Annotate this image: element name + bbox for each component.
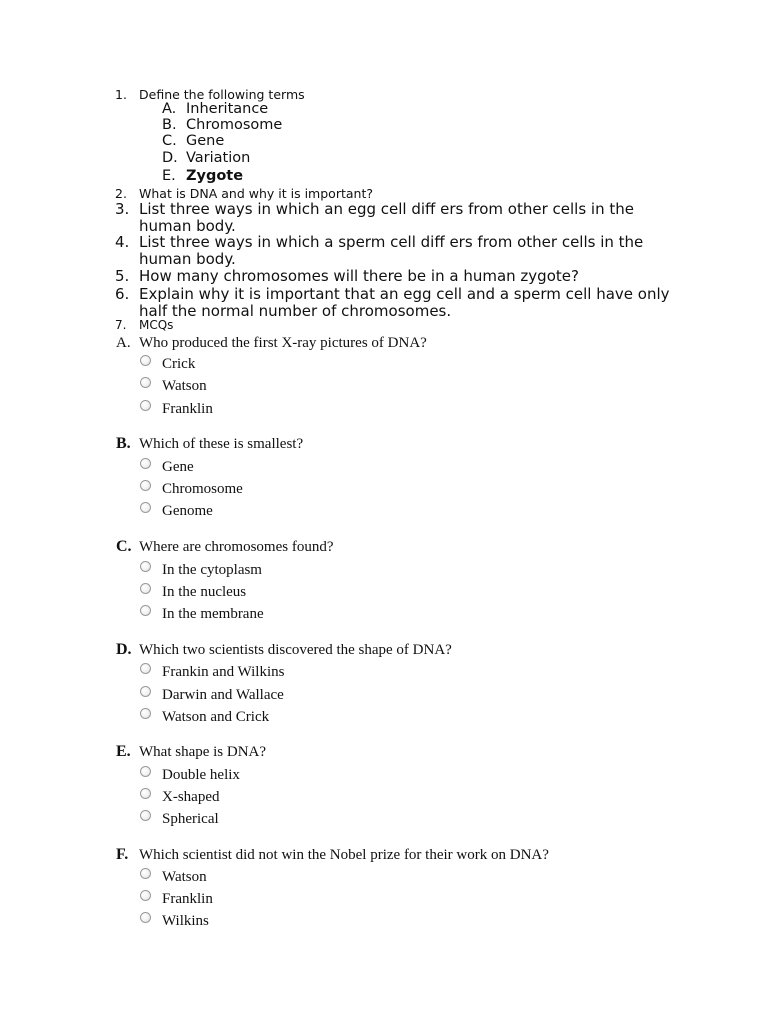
option-label: Darwin and Wallace <box>162 687 284 703</box>
option-label: Franklin <box>162 891 213 907</box>
question-number: 4. <box>115 233 130 251</box>
term-letter: B. <box>162 117 177 133</box>
mcq-text: What shape is DNA? <box>139 744 267 760</box>
question-number: 6. <box>115 285 130 303</box>
term-text: Variation <box>186 150 251 166</box>
radio-button[interactable] <box>140 480 151 491</box>
option-label: Genome <box>162 503 213 519</box>
mcq-letter: D. <box>116 641 132 658</box>
option-label: Wilkins <box>162 913 209 929</box>
radio-button[interactable] <box>140 912 151 923</box>
radio-button[interactable] <box>140 788 151 799</box>
mcq-text: Which scientist did not win the Nobel prize for their work on DNA? <box>139 847 549 863</box>
radio-button[interactable] <box>140 708 151 719</box>
term-item <box>162 150 250 166</box>
question-number: 7. <box>115 318 127 332</box>
radio-button[interactable] <box>140 663 151 674</box>
option-label: X-shaped <box>162 789 220 805</box>
term-letter: D. <box>162 150 178 166</box>
option-label: Watson <box>162 378 207 394</box>
option-label: Gene <box>162 459 194 475</box>
radio-button[interactable] <box>140 400 151 411</box>
question-text: MCQs <box>139 318 174 332</box>
option-label: Spherical <box>162 811 219 827</box>
radio-button[interactable] <box>140 502 151 513</box>
radio-button[interactable] <box>140 377 151 388</box>
option-label: Franklin <box>162 401 213 417</box>
radio-button[interactable] <box>140 583 151 594</box>
mcq-text: Which of these is smallest? <box>139 436 304 452</box>
term-item <box>162 133 224 149</box>
term-text: Gene <box>186 133 225 149</box>
option-label: Watson and Crick <box>162 709 270 725</box>
term-item <box>162 168 243 184</box>
option-label: In the membrane <box>162 606 264 622</box>
term-text: Inheritance <box>186 101 269 117</box>
term-letter: A. <box>162 101 177 117</box>
mcq-letter: A. <box>116 335 131 351</box>
question-number: 3. <box>115 200 130 218</box>
mcq-letter: E. <box>116 743 131 760</box>
radio-button[interactable] <box>140 766 151 777</box>
question-number: 1. <box>115 87 127 102</box>
term-letter: C. <box>162 133 177 149</box>
mcq-text: Where are chromosomes found? <box>139 539 334 555</box>
question-text: Explain why it is important that an egg cell and a sperm cell have only half the normal number of chromosomes. <box>139 285 670 320</box>
option-label: In the cytoplasm <box>162 562 262 578</box>
option-label: Double helix <box>162 767 240 783</box>
radio-button[interactable] <box>140 561 151 572</box>
radio-button[interactable] <box>140 458 151 469</box>
question-text: How many chromosomes will there be in a human zygote? <box>139 267 579 285</box>
term-item <box>162 101 268 117</box>
option-label: Frankin and Wilkins <box>162 664 285 680</box>
question-number: 2. <box>115 186 127 201</box>
term-text: Zygote <box>186 168 244 184</box>
radio-button[interactable] <box>140 686 151 697</box>
option-label: Chromosome <box>162 481 243 497</box>
term-letter: E. <box>162 168 176 184</box>
radio-button[interactable] <box>140 605 151 616</box>
mcq-text: Which two scientists discovered the shape of DNA? <box>139 642 452 658</box>
term-item <box>162 117 282 133</box>
radio-button[interactable] <box>140 890 151 901</box>
mcq-text: Who produced the first X-ray pictures of DNA? <box>139 335 427 351</box>
mcq-letter: F. <box>116 846 129 863</box>
question-text: List three ways in which a sperm cell diff ers from other cells in the human body. <box>139 233 644 268</box>
option-label: Watson <box>162 869 207 885</box>
radio-button[interactable] <box>140 868 151 879</box>
option-label: In the nucleus <box>162 584 247 600</box>
radio-button[interactable] <box>140 810 151 821</box>
term-text: Chromosome <box>186 117 283 133</box>
mcq-letter: C. <box>116 538 132 555</box>
question-number: 5. <box>115 267 130 285</box>
option-label: Crick <box>162 356 196 372</box>
question-text: List three ways in which an egg cell diff ers from other cells in the human body. <box>139 200 634 235</box>
question-text: Define the following terms <box>139 87 305 102</box>
question-text: What is DNA and why it is important? <box>139 186 373 201</box>
mcq-letter: B. <box>116 435 131 452</box>
radio-button[interactable] <box>140 355 151 366</box>
